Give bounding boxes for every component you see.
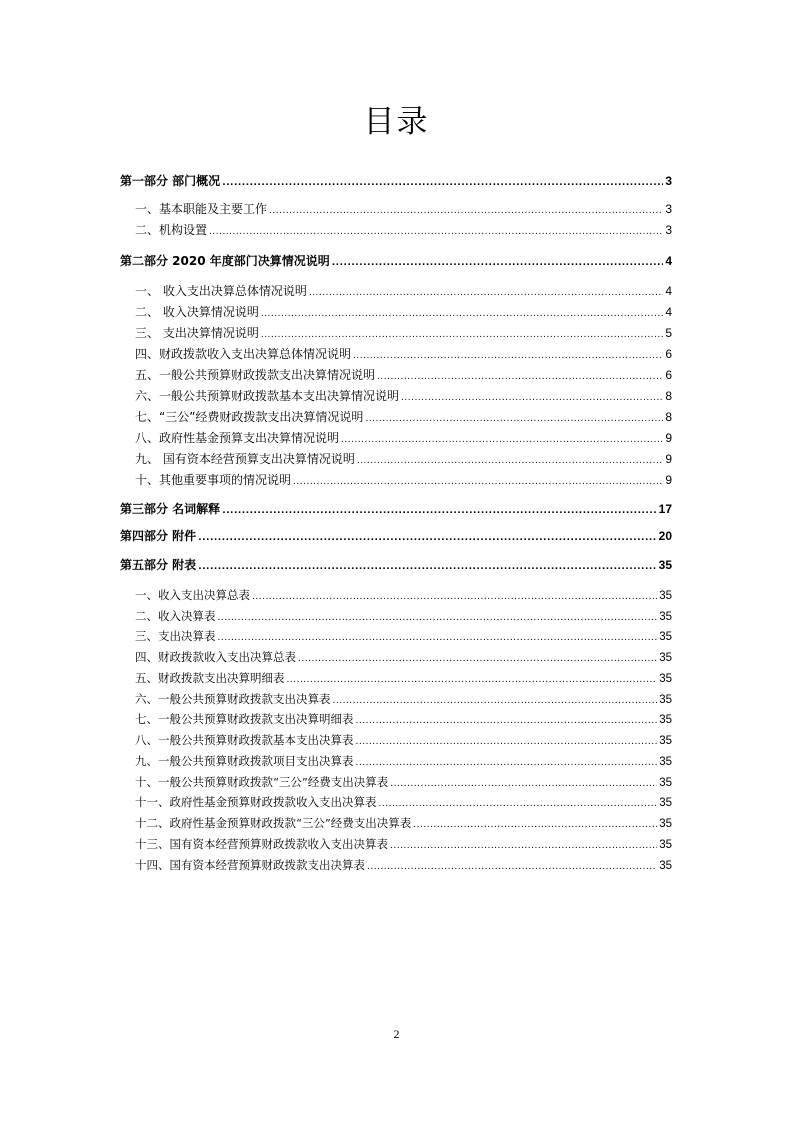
dot-leader <box>198 529 656 545</box>
toc-entry-label: 五、财政拨款支出决算明细表 <box>135 671 285 685</box>
dot-leader <box>365 410 663 426</box>
toc-entry-label: 十三、国有资本经营预算财政拨款收入支出决算表 <box>135 837 388 851</box>
toc-entry-page: 35 <box>659 818 672 830</box>
toc-entry-label: 八、政府性基金预算支出决算情况说明 <box>135 431 340 445</box>
toc-entry-label: 三、 支出决算情况说明 <box>135 326 259 340</box>
toc-table-entry[interactable] <box>120 795 672 811</box>
toc-section-entry[interactable] <box>120 410 672 426</box>
toc-entry-page: 35 <box>659 839 672 851</box>
dot-leader <box>332 254 664 270</box>
toc-entry-label: 八、一般公共预算财政拨款基本支出决算表 <box>135 733 354 747</box>
toc-entry-label: 十一、政府性基金预算财政拨款收入支出决算表 <box>135 795 377 809</box>
toc-table-entry[interactable] <box>120 609 672 625</box>
dot-leader <box>367 858 657 874</box>
toc-section-entry[interactable] <box>120 431 672 447</box>
toc-entry-page: 35 <box>659 694 672 706</box>
toc-entry-label: 十二、政府性基金预算财政拨款“三公”经费支出决算表 <box>135 816 412 830</box>
toc-section-entry[interactable] <box>120 284 672 300</box>
toc-section-entry[interactable] <box>120 452 672 468</box>
toc-part-entry[interactable] <box>120 502 672 518</box>
dot-leader <box>287 671 658 687</box>
toc-entry-page: 3 <box>665 223 672 237</box>
toc-section-entry[interactable] <box>120 347 672 363</box>
toc-section-entry[interactable] <box>120 368 672 384</box>
toc-entry-page: 4 <box>665 305 672 319</box>
toc-entry-label: 一、基本职能及主要工作 <box>135 202 268 216</box>
toc-entry-page: 35 <box>658 558 672 572</box>
toc-part-entry[interactable] <box>120 254 672 270</box>
toc-entry-page: 9 <box>665 431 672 445</box>
toc-table-entry[interactable] <box>120 816 672 832</box>
toc-entry-label: 一、收入支出决算总表 <box>135 588 250 602</box>
toc-part-entry[interactable] <box>120 558 672 574</box>
toc-entry-page: 35 <box>659 590 672 602</box>
toc-entry-label: 六、一般公共预算财政拨款基本支出决算情况说明 <box>135 389 400 403</box>
toc-entry-page: 20 <box>658 529 672 543</box>
toc-section-entry[interactable] <box>120 202 672 218</box>
dot-leader <box>390 837 657 853</box>
toc-entry-label: 九、 国有资本经营预算支出决算情况说明 <box>135 452 355 466</box>
toc-entry-page: 8 <box>665 410 672 424</box>
page-title: 目录 <box>363 104 430 140</box>
toc-entry-label: 二、 收入决算情况说明 <box>135 305 259 319</box>
toc-entry-page: 3 <box>665 174 672 188</box>
toc-entry-label: 二、收入决算表 <box>135 609 216 623</box>
dot-leader <box>261 305 663 321</box>
toc-section-entry[interactable] <box>120 326 672 342</box>
dot-leader <box>252 588 657 604</box>
toc-entry-page: 35 <box>659 756 672 768</box>
dot-leader <box>198 558 656 574</box>
toc-entry-label: 十、一般公共预算财政拨款“三公”经费支出决算表 <box>135 775 389 789</box>
toc-entry-label: 第五部分 附表 <box>120 558 197 572</box>
toc-entry-label: 九、一般公共预算财政拨款项目支出决算表 <box>135 754 354 768</box>
dot-leader <box>269 202 663 218</box>
toc-entry-page: 8 <box>665 389 672 403</box>
page-number: 2 <box>393 1027 400 1041</box>
toc-table-entry[interactable] <box>120 712 672 728</box>
toc-table-entry[interactable] <box>120 650 672 666</box>
dot-leader <box>222 174 663 190</box>
toc-table-entry[interactable] <box>120 692 672 708</box>
dot-leader <box>293 473 663 489</box>
dot-leader <box>261 326 663 342</box>
toc-entry-page: 35 <box>659 735 672 747</box>
toc-table-entry[interactable] <box>120 858 672 874</box>
toc-entry-page: 6 <box>665 368 672 382</box>
toc-entry-page: 3 <box>665 202 672 216</box>
dot-leader <box>356 733 658 749</box>
dot-leader <box>356 754 658 770</box>
toc-entry-page: 6 <box>665 347 672 361</box>
toc-entry-page: 35 <box>659 611 672 623</box>
dot-leader <box>413 816 657 832</box>
toc-entry-page: 5 <box>665 326 672 340</box>
toc-section-entry[interactable] <box>120 389 672 405</box>
dot-leader <box>353 347 663 363</box>
dot-leader <box>401 389 663 405</box>
toc-part-entry[interactable] <box>120 174 672 190</box>
toc-entry-label: 四、财政拨款收入支出决算总体情况说明 <box>135 347 352 361</box>
toc-entry-page: 35 <box>659 797 672 809</box>
toc-table-entry[interactable] <box>120 775 672 791</box>
toc-entry-label: 第三部分 名词解释 <box>120 502 221 516</box>
toc-entry-label: 七、“三公”经费财政拨款支出决算情况说明 <box>135 410 364 424</box>
toc-entry-page: 4 <box>665 284 672 298</box>
toc-entry-page: 35 <box>659 777 672 789</box>
toc-table-entry[interactable] <box>120 837 672 853</box>
toc-entry-page: 4 <box>665 254 672 268</box>
toc-table-entry[interactable] <box>120 629 672 645</box>
toc-entry-label: 十四、国有资本经营预算财政拨款支出决算表 <box>135 858 365 872</box>
toc-entry-label: 三、支出决算表 <box>135 629 216 643</box>
toc-entry-label: 六、一般公共预算财政拨款支出决算表 <box>135 692 331 706</box>
dot-leader <box>309 284 663 300</box>
toc-entry-label: 五、一般公共预算财政拨款支出决算情况说明 <box>135 368 376 382</box>
dot-leader <box>222 502 656 518</box>
toc-table-entry[interactable] <box>120 588 672 604</box>
toc-entry-label: 七、一般公共预算财政拨款支出决算明细表 <box>135 712 354 726</box>
dot-leader <box>209 223 663 239</box>
toc-table-entry[interactable] <box>120 754 672 770</box>
dot-leader <box>341 431 663 447</box>
toc-entry-page: 9 <box>665 452 672 466</box>
dot-leader <box>356 712 658 728</box>
toc-entry-page: 35 <box>659 860 672 872</box>
toc-entry-label: 四、财政拨款收入支出决算总表 <box>135 650 296 664</box>
dot-leader <box>218 629 658 645</box>
dot-leader <box>333 692 658 708</box>
toc-entry-label: 十、其他重要事项的情况说明 <box>135 473 292 487</box>
dot-leader <box>298 650 657 666</box>
toc-entry-label: 第四部分 附件 <box>120 529 197 543</box>
toc-section-entry[interactable] <box>120 305 672 321</box>
dot-leader <box>357 452 663 468</box>
dot-leader <box>377 368 663 384</box>
dot-leader <box>218 609 658 625</box>
toc-entry-label: 第二部分 2020 年度部门决算情况说明 <box>120 254 330 268</box>
toc-section-entry[interactable] <box>120 473 672 489</box>
toc-entry-page: 17 <box>658 502 672 516</box>
toc-entry-page: 35 <box>659 673 672 685</box>
dot-leader <box>390 775 657 791</box>
toc-entry-label: 二、机构设置 <box>135 223 208 237</box>
toc-part-entry[interactable] <box>120 529 672 545</box>
toc-entry-page: 35 <box>659 631 672 643</box>
toc-entry-label: 一、 收入支出决算总体情况说明 <box>135 284 307 298</box>
toc-entry-page: 9 <box>665 473 672 487</box>
toc-table-entry[interactable] <box>120 671 672 687</box>
toc-section-entry[interactable] <box>120 223 672 239</box>
toc-table-entry[interactable] <box>120 733 672 749</box>
toc-entry-page: 35 <box>659 652 672 664</box>
toc-entry-label: 第一部分 部门概况 <box>120 174 221 188</box>
toc-entry-page: 35 <box>659 714 672 726</box>
dot-leader <box>379 795 658 811</box>
